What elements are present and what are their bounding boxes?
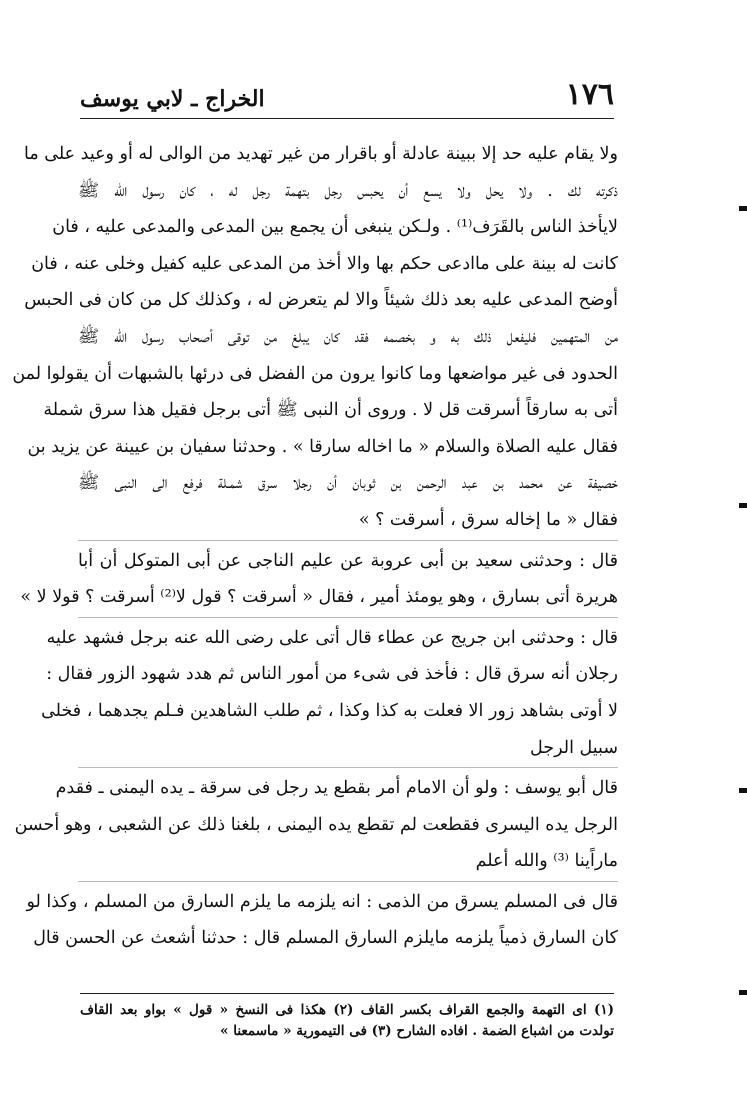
footnote-rule: [80, 993, 614, 994]
text-line: أتى به سارقاً أسرقت قل لا . وروى أن النبى ﷺ أتى برجل فقيل هذا سرق شملة: [43, 400, 618, 421]
text-line: ولا يقام عليه حد إلا ببينة عادلة أو باقرار من غير تهديد من الوالى له أو وعيد على ما: [23, 144, 618, 164]
main-text: [12, 136, 618, 957]
paragraph: [20, 543, 618, 616]
text-line: لايأخذ الناس بالقَرَف⁽¹⁾ . ولـكن ينبغى أن يجمع بين المدعى والمدعى عليه ، فان: [52, 217, 618, 238]
footnotes: [80, 1000, 614, 1042]
text-line: خصيفة عن محمد بن عبد الرحمن بن ثوبان أن رجلا سرق شمـلة فرفع الى النبى ﷺ: [78, 473, 618, 494]
text-line: أوضح المدعى عليه بعد ذلك شيئاً والا لم يتعرض له ، وكذلك كل من كان فى الحبس: [24, 290, 618, 311]
paragraph: [41, 620, 618, 766]
text-line: قال أبو يوسف : ولو أن الامام أمر بقطع يد رجل فى سرقة ـ يده اليمنى ـ فقدم: [55, 778, 618, 799]
paragraph-divider: [78, 767, 618, 768]
paragraph: [26, 884, 618, 957]
text-line: الرجل يده اليسرى فقطعت لم تقطع يده اليمنى ، بلغنا ذلك عن الشعبى ، وهو أحسن: [14, 814, 618, 835]
text-line: لا أوتى بشاهد زور الا فعلت به كذا وكذا ، ثم طلب الشاهدين فـلم يجدهما ، فخلى: [41, 700, 618, 721]
paragraph-divider: [78, 881, 618, 882]
paragraph-divider: [78, 540, 618, 541]
text-line: سبيل الرجل: [530, 737, 618, 758]
header-rule: [80, 118, 614, 119]
text-line: كانت له بينة على ماادعى حكم بها والا أخذ من المدعى عليه كفيل وخلى عنه ، فان: [31, 253, 618, 274]
paragraph: [14, 770, 618, 880]
text-line: قال : وحدثنى ابن جريج عن عطاء قال أتى على رضى الله عنه برجل فشهد عليه: [46, 627, 618, 648]
text-line: ماراًينا ⁽³⁾ والله أعلم: [475, 851, 618, 872]
text-line: فقال عليه الصلاة والسلام « ما اخاله سارقا » . وحدثنا سفيان بن عيينة عن يزيد بن: [27, 436, 618, 457]
footnote-line: (١) اى التهمة والجمع القراف بكسر القاف (٢) هكذا فى النسخ « قول » بواو بعد القاف: [80, 1002, 614, 1018]
text-line: الحدود فى غير مواضعها وما كانوا يرون من الفضل فى درئها بالشبهات أن يقولوا لمن: [12, 363, 618, 384]
text-line: هريرة أتى بسارق ، وهو يومئذ أمير ، فقال « أسرقت ؟ قول لا⁽²⁾ أسرقت ؟ قولا لا »: [20, 587, 618, 608]
margin-mark: [739, 503, 747, 508]
text-line: كان السارق ذمياً يلزمه مايلزم السارق المسلم قال : حدثنا أشعث عن الحسن قال: [33, 928, 618, 949]
margin-mark: [739, 788, 747, 793]
text-line: ذكرته لك . ولا يحل ولا يسع أن يحبس رجل بتهمة رجل له ، كان رسول الله ﷺ: [78, 180, 618, 201]
text-line: رجلان أنه سرق قال : فأخذ فى شىء من أمور الناس ثم هدد شهود الزور فقال :: [46, 664, 618, 685]
margin-mark: [739, 206, 747, 211]
page-header: [80, 72, 614, 112]
paragraph: [12, 136, 618, 539]
paragraph-divider: [78, 617, 618, 618]
running-title: الخراج ـ لابي يوسف: [80, 86, 265, 112]
text-line: قال : وحدثنى سعيد بن أبى عروبة عن عليم الناجى عن أبى المتوكل أن أبا: [78, 550, 618, 571]
margin-mark: [739, 990, 747, 995]
text-line: قال فى المسلم يسرق من الذمى : انه يلزمه ما يلزم السارق من المسلم ، وكذا لو: [26, 891, 618, 912]
text-line: من المتهمين فليفعل ذلك به و بخصمه فقد كان يبلغ من توقى أصحاب رسول الله ﷺ: [78, 326, 618, 347]
page-number: ١٧٦: [565, 77, 614, 112]
text-line: فقال « ما إخاله سرق ، أسرقت ؟ »: [358, 509, 618, 530]
footnote-line: تولدت من اشباع الضمة . افاده الشارح (٣) فى التيمورية « ماسمعنا »: [220, 1023, 614, 1039]
